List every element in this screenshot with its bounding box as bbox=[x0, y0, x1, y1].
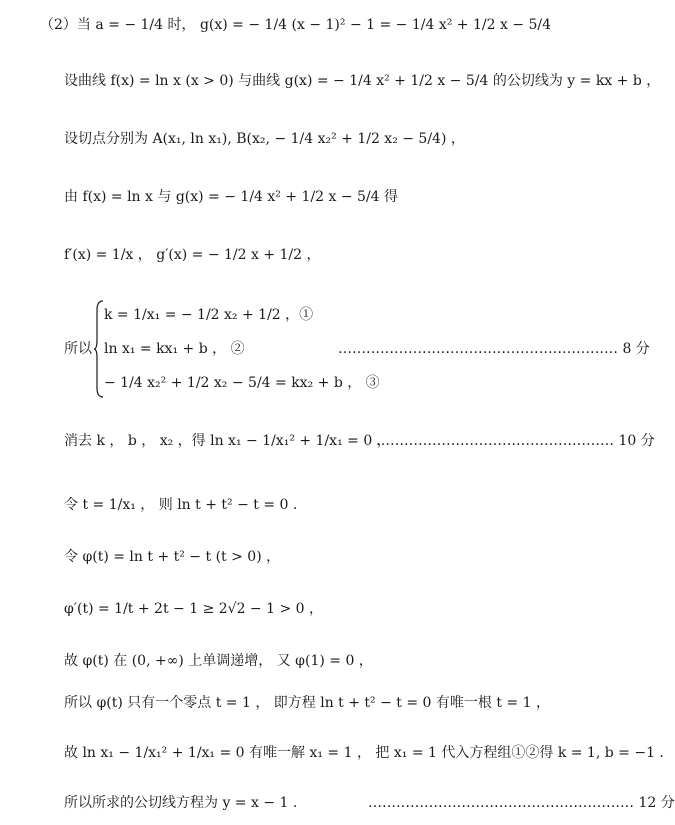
score-12: ………………………………………………… 12 分 bbox=[368, 795, 675, 811]
line-substitute: 令 t = 1/x₁ ， 则 ln t + t² − t = 0 . bbox=[64, 497, 298, 513]
line-5: f′(x) = 1/x ， g′(x) = − 1/2 x + 1/2 ， bbox=[64, 247, 321, 263]
score-10: …………………………………………… 10 分 bbox=[376, 433, 655, 449]
line-unique-root: 所以 φ(t) 只有一个零点 t = 1 ， 即方程 ln t + t² − t = 0 有唯一根 t = 1 ， bbox=[64, 695, 550, 711]
line-phi-derivative: φ′(t) = 1/t + 2t − 1 ≥ 2√2 − 1 > 0 ， bbox=[64, 601, 324, 617]
line-3: 设切点分别为 A(x₁, ln x₁), B(x₂, − 1/4 x₂² + 1/2 x₂ − 5/4) ， bbox=[64, 131, 465, 147]
line-so: 所以 bbox=[64, 341, 92, 357]
system-brace bbox=[94, 300, 104, 398]
score-8: …………………………………………………… 8 分 bbox=[338, 341, 650, 357]
line-eliminate: 消去 k ， b ， x₂ ，得 ln x₁ − 1/x₁² + 1/x₁ = 0 ， bbox=[64, 433, 391, 449]
line-monotonic: 故 φ(t) 在 (0, +∞) 上单调递增， 又 φ(1) = 0 ， bbox=[64, 653, 373, 669]
line-2: 设曲线 f(x) = ln x (x > 0) 与曲线 g(x) = − 1/4 x² + 1/2 x − 5/4 的公切线为 y = kx + b ， bbox=[64, 73, 661, 89]
line-conclusion: 所以所求的公切线方程为 y = x − 1 . bbox=[64, 795, 298, 811]
system-eq-2: ln x₁ = kx₁ + b ， ② bbox=[104, 341, 245, 357]
line-1: （2）当 a = − 1/4 时， g(x) = − 1/4 (x − 1)² − 1 = − 1/4 x² + 1/2 x − 5/4 bbox=[40, 17, 551, 33]
line-phi-def: 令 φ(t) = ln t + t² − t (t > 0) ， bbox=[64, 549, 281, 565]
line-unique-solution: 故 ln x₁ − 1/x₁² + 1/x₁ = 0 有唯一解 x₁ = 1 ， 把 x₁ = 1 代入方程组①②得 k = 1, b = −1 . bbox=[64, 745, 664, 761]
system-eq-1: k = 1/x₁ = − 1/2 x₂ + 1/2 ，① bbox=[104, 307, 314, 323]
line-4: 由 f(x) = ln x 与 g(x) = − 1/4 x² + 1/2 x − 5/4 得 bbox=[64, 189, 399, 205]
system-eq-3: − 1/4 x₂² + 1/2 x₂ − 5/4 = kx₂ + b ， ③ bbox=[104, 375, 380, 391]
